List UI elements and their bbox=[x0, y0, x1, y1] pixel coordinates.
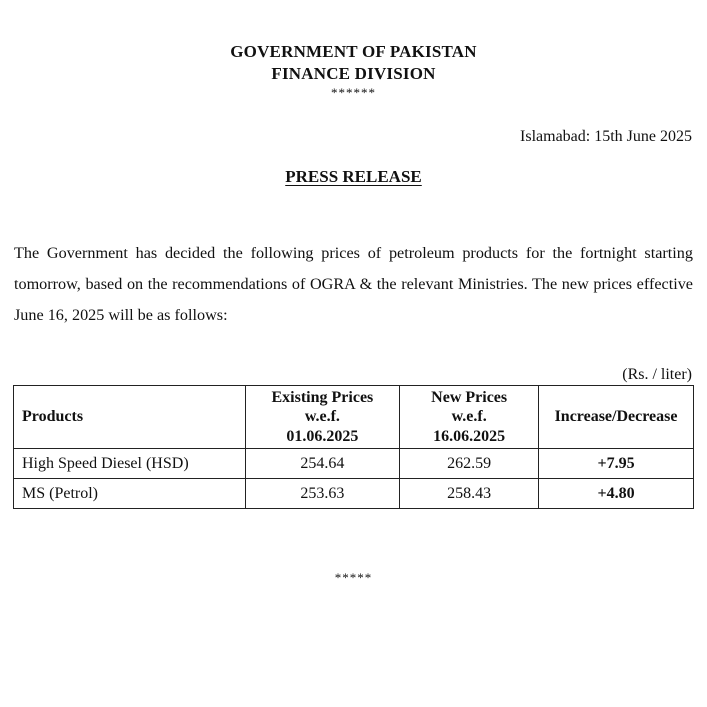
new-price-cell: 262.59 bbox=[400, 449, 539, 479]
place-and-date: Islamabad: 15th June 2025 bbox=[520, 128, 692, 145]
header-new-line2: w.e.f. bbox=[451, 408, 487, 426]
header-stars-divider: ****** bbox=[331, 85, 376, 100]
header-existing-line3: 01.06.2025 bbox=[286, 427, 359, 445]
header-existing-line2: w.e.f. bbox=[304, 408, 340, 426]
unit-note: (Rs. / liter) bbox=[622, 366, 692, 383]
division-heading: FINANCE DIVISION bbox=[271, 64, 436, 83]
header-new-prices bbox=[400, 386, 539, 449]
government-heading: GOVERNMENT OF PAKISTAN bbox=[230, 42, 477, 61]
product-cell: MS (Petrol) bbox=[14, 479, 246, 509]
header-new-line3: 16.06.2025 bbox=[433, 427, 506, 445]
press-release-title: PRESS RELEASE bbox=[285, 167, 422, 186]
header-new-line1: New Prices bbox=[431, 388, 508, 406]
header-existing-line1: Existing Prices bbox=[271, 388, 374, 406]
new-price-cell: 258.43 bbox=[400, 479, 539, 509]
existing-price-cell: 254.64 bbox=[245, 449, 400, 479]
table-row bbox=[14, 449, 694, 479]
header-increase-decrease: Increase/Decrease bbox=[539, 386, 694, 449]
footer-stars-divider: ***** bbox=[334, 570, 373, 585]
price-table bbox=[13, 385, 694, 509]
header-products: Products bbox=[14, 386, 246, 449]
table-row bbox=[14, 479, 694, 509]
change-cell: +4.80 bbox=[539, 479, 694, 509]
change-cell: +7.95 bbox=[539, 449, 694, 479]
existing-price-cell: 253.63 bbox=[245, 479, 400, 509]
product-cell: High Speed Diesel (HSD) bbox=[14, 449, 246, 479]
body-paragraph: The Government has decided the following prices of petroleum products for the fortnight starting tomorrow, based on the recommendations of OGRA & the relevant Ministries. The new prices effective June 16, 2025 will be as follows: bbox=[14, 244, 693, 324]
table-header-row bbox=[14, 386, 694, 449]
header-existing-prices bbox=[245, 386, 400, 449]
